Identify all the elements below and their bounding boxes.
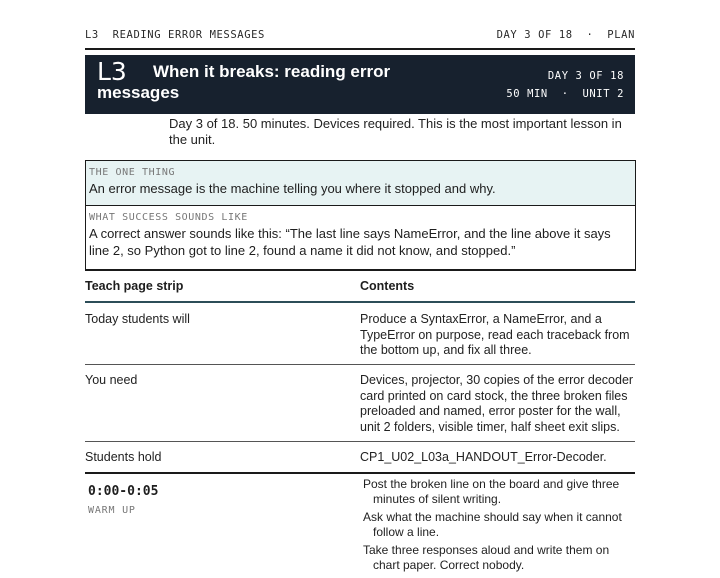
table-header-strip: Teach page strip xyxy=(85,279,184,293)
running-head-title: L3 READING ERROR MESSAGES xyxy=(85,29,265,41)
lesson-day: DAY 3 OF 18 xyxy=(547,70,624,82)
segment-phase: WARM UP xyxy=(88,505,136,516)
running-head xyxy=(85,29,635,43)
table-row-content: Devices, projector, 30 copies of the error decoder card printed on card stock, the three broken files preloaded and named, error poster for the wall, unit 2 folders, visible timer, half sheet exit slips. xyxy=(360,373,634,434)
lesson-banner xyxy=(85,55,635,114)
one-thing-text: An error message is the machine telling you where it stopped and why. xyxy=(89,181,496,196)
row-divider xyxy=(85,364,635,365)
one-thing-label: THE ONE THING xyxy=(89,167,176,178)
success-label: WHAT SUCCESS SOUNDS LIKE xyxy=(89,212,248,223)
table-row-label: You need xyxy=(85,373,138,387)
lesson-duration: 50 MIN · UNIT 2 xyxy=(506,88,624,100)
row-divider xyxy=(85,441,635,442)
table-header-rule xyxy=(85,301,635,303)
table-end-rule xyxy=(85,472,635,474)
list-item: Post the broken line on the board and give three minutes of silent writing. xyxy=(363,477,620,506)
list-item: Take three responses aloud and write them on chart paper. Correct nobody. xyxy=(363,543,610,572)
lesson-title: When it breaks: reading error messages xyxy=(97,62,391,102)
table-row-content: CP1_U02_L03a_HANDOUT_Error-Decoder. xyxy=(360,450,607,464)
segment-time: 0:00-0:05 xyxy=(88,484,159,499)
list-item: Ask what the machine should say when it cannot follow a line. xyxy=(363,510,622,539)
intro-text: Day 3 of 18. 50 minutes. Devices required. This is the most important lesson in the unit. xyxy=(169,116,622,147)
success-box xyxy=(85,206,636,271)
running-head-day: DAY 3 OF 18 · PLAN xyxy=(496,29,635,41)
top-rule xyxy=(85,48,635,50)
success-text: A correct answer sounds like this: “The last line says NameError, and the line above it says line 2, so Python got to line 2, found a name it did not know, and stopped.” xyxy=(89,226,611,258)
one-thing-box xyxy=(85,160,636,206)
table-row-label: Students hold xyxy=(85,450,162,464)
lesson-code: L3 xyxy=(97,57,127,86)
table-row-label: Today students will xyxy=(85,312,190,326)
table-header-contents: Contents xyxy=(360,279,415,293)
table-row-content: Produce a SyntaxError, a NameError, and a TypeError on purpose, read each traceback from the bottom up, and fix all three. xyxy=(360,312,630,357)
segment-steps xyxy=(363,477,633,576)
